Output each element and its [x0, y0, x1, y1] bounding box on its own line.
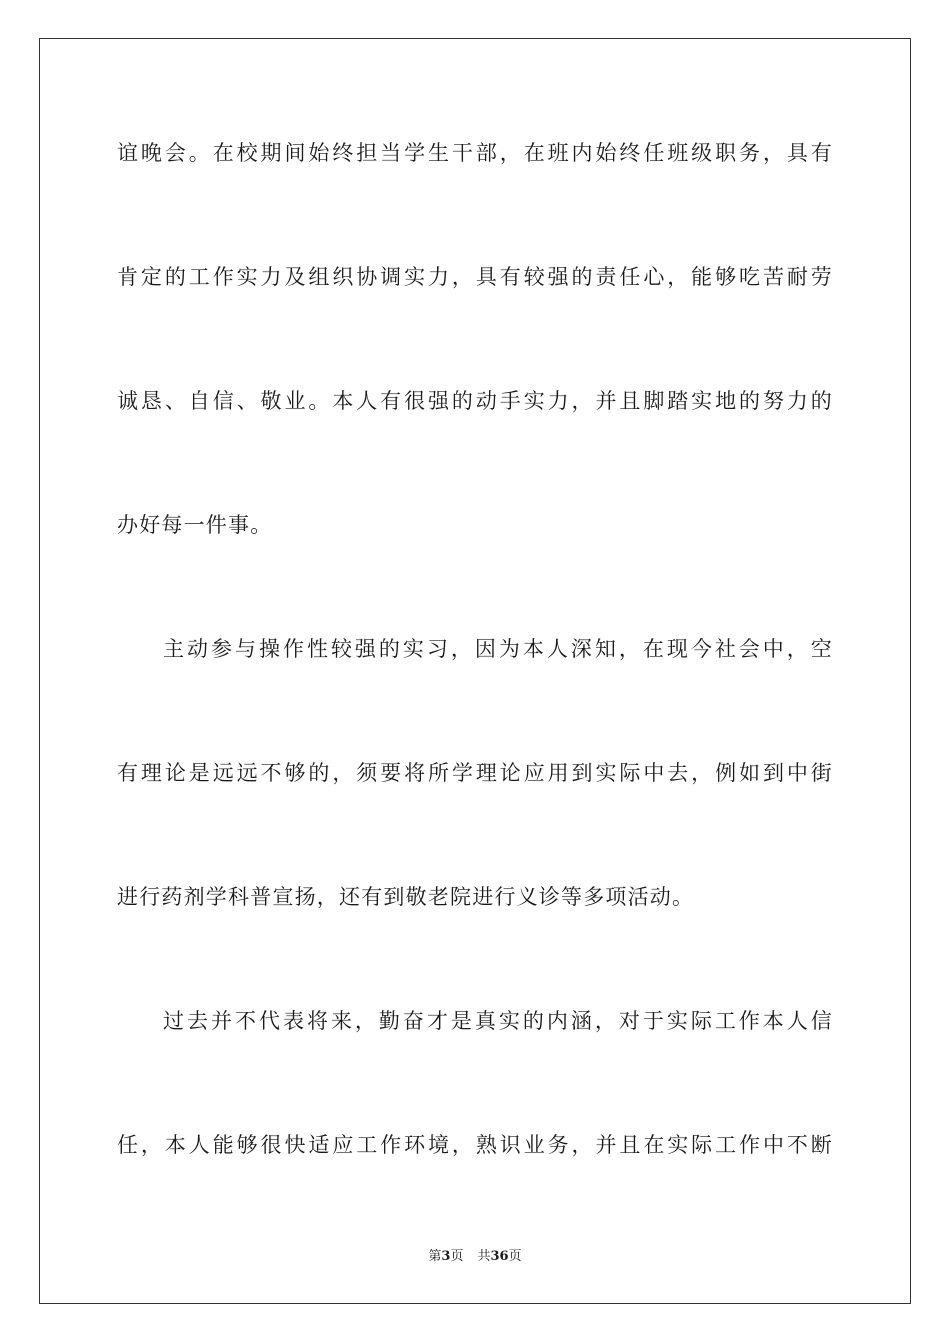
body-line-7: 进行药剂学科普宣扬，还有到敬老院进行义诊等多项活动。 — [117, 885, 695, 909]
body-line-3: 诚恳、自信、敬业。本人有很强的动手实力，并且脚踏实地的努力的 — [117, 389, 833, 413]
footer-page-prefix: 第 — [428, 1249, 442, 1264]
body-line-5: 主动参与操作性较强的实习，因为本人深知，在现今社会中，空 — [163, 637, 833, 661]
body-line-4: 办好每一件事。 — [117, 513, 273, 537]
footer-total-pages: 36 — [490, 1249, 509, 1264]
footer-total-prefix: 共 — [477, 1249, 491, 1264]
body-line-2: 肯定的工作实力及组织协调实力，具有较强的责任心，能够吃苦耐劳 — [117, 265, 833, 289]
body-line-9: 任，本人能够很快适应工作环境，熟识业务，并且在实际工作中不断 — [117, 1133, 833, 1157]
footer-page-number: 3 — [441, 1249, 451, 1264]
footer-total-suffix: 页 — [508, 1249, 522, 1264]
page-footer — [0, 1248, 950, 1266]
page-border — [39, 38, 911, 1304]
footer-page-suffix: 页 — [450, 1249, 464, 1264]
body-line-6: 有理论是远远不够的，须要将所学理论应用到实际中去，例如到中街 — [117, 761, 833, 785]
body-line-8: 过去并不代表将来，勤奋才是真实的内涵，对于实际工作本人信 — [163, 1009, 833, 1033]
body-line-1: 谊晚会。在校期间始终担当学生干部，在班内始终任班级职务，具有 — [117, 141, 833, 165]
